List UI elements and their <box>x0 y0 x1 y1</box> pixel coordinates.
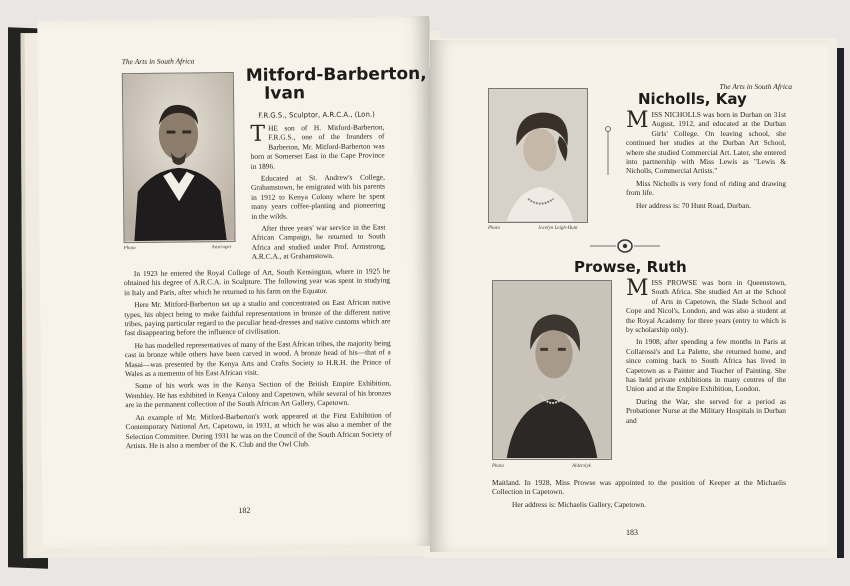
entry-column-narrow <box>250 122 385 264</box>
paragraph: Maitland. In 1928, Miss Prowse was appointed to the position of Keeper at the Michaelis Collection in Capetown. <box>492 478 786 497</box>
page-number: 182 <box>238 505 251 515</box>
photo-label: Photo <box>488 226 500 231</box>
page-number: 183 <box>626 528 638 537</box>
portrait-image <box>123 73 235 241</box>
photo-label: Photo <box>123 246 136 252</box>
paragraph: During the War, she served for a period as Probationer Nurse at the Military Hospitals in Durban and <box>626 396 786 425</box>
portrait-photo <box>122 72 236 243</box>
entry-heading: Prowse, Ruth <box>574 258 687 276</box>
paragraph: In 1923 he entered the Royal College of Art, South Kensington, where in 1925 he obtained his degree of A.R.C.A. in Sculpture. The following year was spent in studying in Italy and Paris, after which he returned to his farm on the Equator. <box>123 266 391 297</box>
paragraph: Some of his work was in the Kenya Section of the British Empire Exhibition, Wembley. He has exhibited in Kenya Colony and Capetown, while several of his bronzes are in the permanent collection of the South African Art Gallery, Capetown. <box>125 378 392 410</box>
photo-credit: Alderslyk <box>572 464 591 469</box>
left-page <box>37 16 435 550</box>
portrait-photo <box>488 88 588 223</box>
running-head: The Arts in South Africa <box>719 82 792 91</box>
paragraph: In 1908, after spending a few months in Paris at Collarossi's and La Palette, she returned home, and since coming back to South Africa has lived in Capetown as a Painter and Teacher of Painting. She has held private exhibitions in many centres of the Union and at the Empire Exhibition, London. <box>626 337 786 394</box>
entry-heading: Nicholls, Kay <box>638 90 747 108</box>
photo-label: Photo <box>492 464 504 469</box>
paragraph: After three years' war service in the East African Campaign, he returned to South Africa and studied under Prof. Armstrong, A.R.C.A., at Grahamstown. <box>251 222 386 262</box>
intro-paragraph: THE son of H. Mitford-Barberton, F.R.G.S., one of the founders of Barberton, Mr. Mitford-Barberton was born at Somerset East in the Cape Province in 1896. <box>250 121 385 171</box>
portrait-image <box>489 89 587 221</box>
address: Her address is: Michaelis Gallery, Capetown. <box>512 499 646 509</box>
paragraph: Miss Nicholls is very fond of riding and drawing from life. <box>626 178 786 198</box>
running-head: The Arts in South Africa <box>121 56 195 67</box>
entry-heading-line2: Ivan <box>263 83 306 104</box>
entry-column-full <box>492 478 786 512</box>
paragraph: Here Mr. Mitford-Barberton set up a studio and concentrated on East African native types, his object being to make faithful representations in bronze of the different native tribes, paying particular regard to the peculiar head-dresses and native customs which are fast disappearing before the influence of civilisation. <box>124 297 391 338</box>
portrait-photo <box>492 280 612 460</box>
paragraph: Educated at St. Andrew's College, Grahamstown, he emigrated with his parents in 1912 to Kenya Colony where he spent many years coffee-planting and pioneering in the wilds. <box>250 172 386 221</box>
section-divider-ornament <box>590 238 660 254</box>
photo-credit: Jocelyn Leigh-Hunt <box>538 226 578 231</box>
paragraph: An example of Mr. Mitford-Barberton's work appeared at the First Exhibition of Contemporary National Art, Capetown, in 1931, at which he was also a member of the Selection Committee. During 1931 he was on the Council of the South African Society of Artists. He is also a member of the K. Club and the Owl Club. <box>125 410 392 451</box>
entry-column <box>626 110 786 213</box>
intro-paragraph: MISS PROWSE was born in Queenstown, South Africa. She studied Art at the School of Arts in Capetown, the Slade School and Cope and Nicol's, London, and was also a student at the Royal Academy for three years (entry to which is by scholarship only). <box>626 276 786 335</box>
drop-cap: M <box>626 108 649 133</box>
entry-heading-line1: Mitford-Barberton, <box>245 63 427 86</box>
entry-column-full <box>124 266 392 453</box>
address: Her address is: 70 Hunt Road, Durban. <box>636 200 751 210</box>
portrait-image <box>493 281 611 458</box>
entry-heading <box>245 63 427 104</box>
vertical-ornament <box>605 125 611 175</box>
qualifications: F.R.G.S., Sculptor, A.R.C.A., (Lon.) <box>258 110 375 120</box>
entry-column <box>626 278 786 428</box>
drop-cap: M <box>626 276 649 301</box>
paragraph: He has modelled representatives of many of the East African tribes, the majority being cast in bronze while others have been carved in wood. A bronze head of his—that of a Masai—was presented by the Kenya Arts and Crafts Society to H.R.H. the Prince of Wales as a memento of his East African visit. <box>124 338 391 379</box>
right-page <box>430 40 828 552</box>
drop-cap: T <box>250 121 266 147</box>
photo-credit: Anstruger <box>211 245 232 251</box>
intro-paragraph: MISS NICHOLLS was born in Durban on 31st August, 1912, and educated at the Durban Girls' College. On leaving school, she continued her studies at the Durban Art School, where she studied Commercial Art. Later, she entered into partnership with Miss Lewis as "Lewis & Nicholls, Commercial Artists." <box>626 108 786 176</box>
